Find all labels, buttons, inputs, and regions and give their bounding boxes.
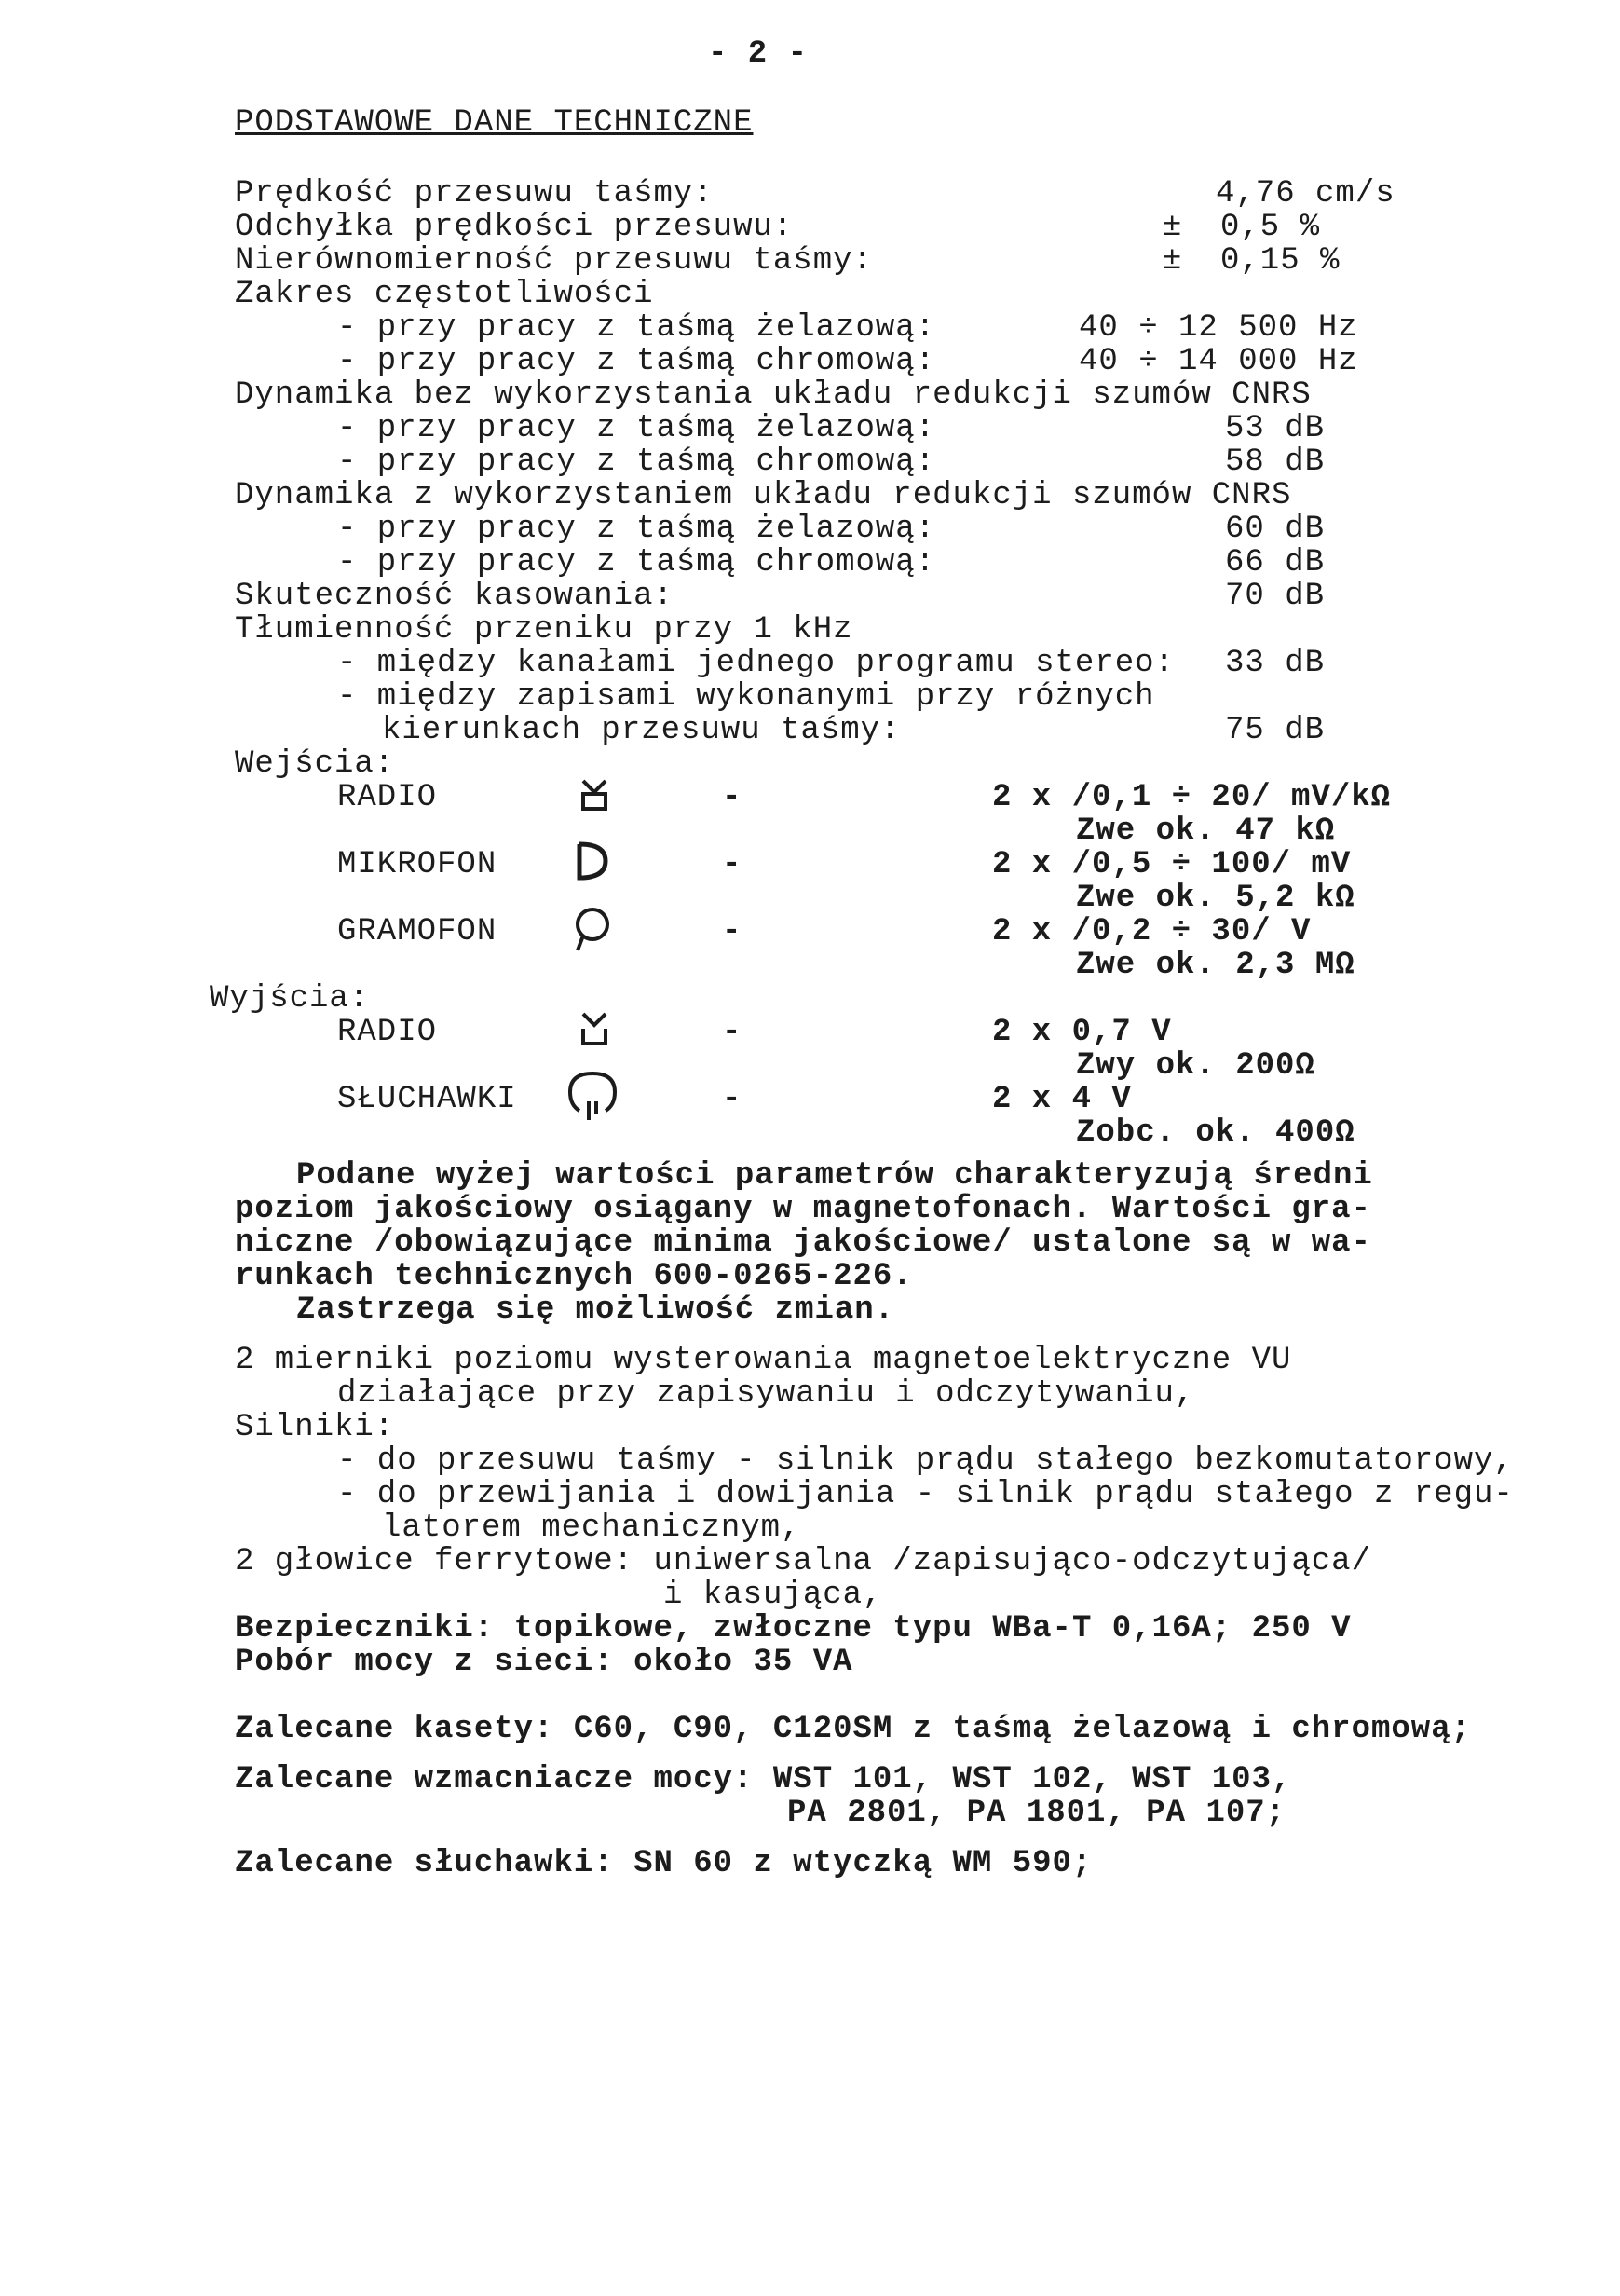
inputs-label: Wejścia:: [235, 746, 395, 782]
microphone-socket-icon: [572, 839, 613, 883]
speed-deviation-pm: ±: [1163, 210, 1183, 245]
crosstalk-label: Tłumienność przeniku przy 1 kHz: [235, 612, 853, 648]
headphones-socket-icon: [566, 1068, 619, 1124]
crosstalk-stereo-label: - między kanałami jednego programu stereo:: [337, 646, 1175, 681]
crosstalk-directions-value: 75 dB: [1225, 713, 1326, 748]
dynamics-with-chrome-value: 66 dB: [1225, 545, 1326, 581]
meters-line-1: 2 mierniki poziomu wysterowania magnetoelektryczne VU: [235, 1343, 1292, 1378]
output-headphones-impedance: Zobc. ok. 400Ω: [1076, 1115, 1355, 1151]
speed-deviation-label: Odchyłka prędkości przesuwu:: [235, 210, 794, 245]
radio-socket-icon: [578, 777, 611, 814]
dynamics-without-iron-label: - przy pracy z taśmą żelazową:: [337, 411, 936, 446]
speed-label: Prędkość przesuwu taśmy:: [235, 176, 714, 212]
recommended-amplifiers-line-2: PA 2801, PA 1801, PA 107;: [787, 1796, 1286, 1831]
freq-range-label: Zakres częstotliwości: [235, 277, 654, 312]
recommended-headphones: Zalecane słuchawki: SN 60 z wtyczką WM 590;: [235, 1846, 1093, 1881]
output-radio-name: RADIO: [337, 1015, 438, 1050]
motors-label: Silniki:: [235, 1410, 395, 1445]
heads-line-2: i kasująca,: [663, 1578, 883, 1613]
meters-line-2: działające przy zapisywaniu i odczytywaniu,: [337, 1376, 1195, 1412]
note-line-4: runkach technicznych 600-0265-226.: [235, 1259, 913, 1294]
input-microphone-value: 2 x /0,5 ÷ 100/ mV: [992, 847, 1352, 882]
input-radio-name: RADIO: [337, 780, 438, 815]
input-turntable-impedance: Zwe ok. 2,3 MΩ: [1076, 948, 1355, 983]
freq-chrome-value: 40 ÷ 14 000 Hz: [1079, 344, 1358, 379]
speed-deviation-value: 0,5 %: [1220, 210, 1321, 245]
page-number: - 2 -: [708, 36, 809, 72]
crosstalk-directions-line2: kierunkach przesuwu taśmy:: [382, 713, 901, 748]
output-radio-dash: -: [722, 1015, 742, 1050]
input-turntable-value: 2 x /0,2 ÷ 30/ V: [992, 914, 1312, 950]
freq-iron-value: 40 ÷ 12 500 Hz: [1079, 310, 1358, 346]
freq-chrome-label: - przy pracy z taśmą chromową:: [337, 344, 936, 379]
input-radio-dash: -: [722, 780, 742, 815]
input-turntable-dash: -: [722, 914, 742, 950]
dynamics-with-label: Dynamika z wykorzystaniem układu redukcji szumów CNRS: [235, 478, 1292, 513]
input-radio-impedance: Zwe ok. 47 kΩ: [1076, 813, 1336, 849]
power-consumption: Pobór mocy z sieci: około 35 VA: [235, 1645, 853, 1680]
output-headphones-dash: -: [722, 1082, 742, 1117]
note-line-3: niczne /obowiązujące minima jakościowe/ ustalone są w wa-: [235, 1225, 1371, 1261]
output-radio-value: 2 x 0,7 V: [992, 1015, 1172, 1050]
recommended-amplifiers-line-1: Zalecane wzmacniacze mocy: WST 101, WST 102, WST 103,: [235, 1762, 1292, 1797]
input-radio-value: 2 x /0,1 ÷ 20/ mV/kΩ: [992, 780, 1392, 815]
output-headphones-name: SŁUCHAWKI: [337, 1082, 517, 1117]
erase-value: 70 dB: [1225, 579, 1326, 614]
crosstalk-directions-line1: - między zapisami wykonanymi przy różnych: [337, 679, 1155, 715]
page-title: PODSTAWOWE DANE TECHNICZNE: [235, 105, 754, 141]
freq-iron-label: - przy pracy z taśmą żelazową:: [337, 310, 936, 346]
outputs-label: Wyjścia:: [210, 981, 370, 1017]
dynamics-without-label: Dynamika bez wykorzystania układu redukcji szumów CNRS: [235, 377, 1312, 413]
dynamics-with-chrome-label: - przy pracy z taśmą chromową:: [337, 545, 936, 581]
dynamics-without-chrome-value: 58 dB: [1225, 444, 1326, 480]
input-microphone-impedance: Zwe ok. 5,2 kΩ: [1076, 881, 1355, 916]
wow-label: Nierównomierność przesuwu taśmy:: [235, 243, 873, 279]
crosstalk-stereo-value: 33 dB: [1225, 646, 1326, 681]
heads-line-1: 2 głowice ferrytowe: uniwersalna /zapisująco-odczytująca/: [235, 1544, 1371, 1579]
recommended-cassettes: Zalecane kasety: C60, C90, C120SM z taśmą żelazową i chromową;: [235, 1712, 1472, 1747]
note-line-2: poziom jakościowy osiągany w magnetofonach. Wartości gra-: [235, 1192, 1371, 1227]
dynamics-with-iron-label: - przy pracy z taśmą żelazową:: [337, 512, 936, 547]
motor-rewind-line-1: - do przewijania i dowijania - silnik prądu stałego z regu-: [337, 1477, 1514, 1512]
note-line-1: Podane wyżej wartości parametrów charakteryzują średni: [296, 1158, 1373, 1194]
speed-value: 4,76 cm/s: [1216, 176, 1395, 212]
output-headphones-value: 2 x 4 V: [992, 1082, 1132, 1117]
input-microphone-name: MIKROFON: [337, 847, 497, 882]
fuses: Bezpieczniki: topikowe, zwłoczne typu WBa-T 0,16A; 250 V: [235, 1611, 1352, 1647]
dynamics-with-iron-value: 60 dB: [1225, 512, 1326, 547]
wow-value: 0,15 %: [1220, 243, 1341, 279]
input-turntable-name: GRAMOFON: [337, 914, 497, 950]
dynamics-without-chrome-label: - przy pracy z taśmą chromową:: [337, 444, 936, 480]
motor-transport: - do przesuwu taśmy - silnik prądu stałego bezkomutatorowy,: [337, 1443, 1514, 1479]
note-line-5: Zastrzega się możliwość zmian.: [296, 1292, 895, 1328]
motor-rewind-line-2: latorem mechanicznym,: [382, 1510, 801, 1546]
erase-label: Skuteczność kasowania:: [235, 579, 674, 614]
turntable-socket-icon: [570, 904, 613, 956]
output-radio-impedance: Zwy ok. 200Ω: [1076, 1048, 1315, 1084]
dynamics-without-iron-value: 53 dB: [1225, 411, 1326, 446]
input-microphone-dash: -: [722, 847, 742, 882]
radio-output-socket-icon: [578, 1010, 611, 1047]
wow-pm: ±: [1163, 243, 1183, 279]
